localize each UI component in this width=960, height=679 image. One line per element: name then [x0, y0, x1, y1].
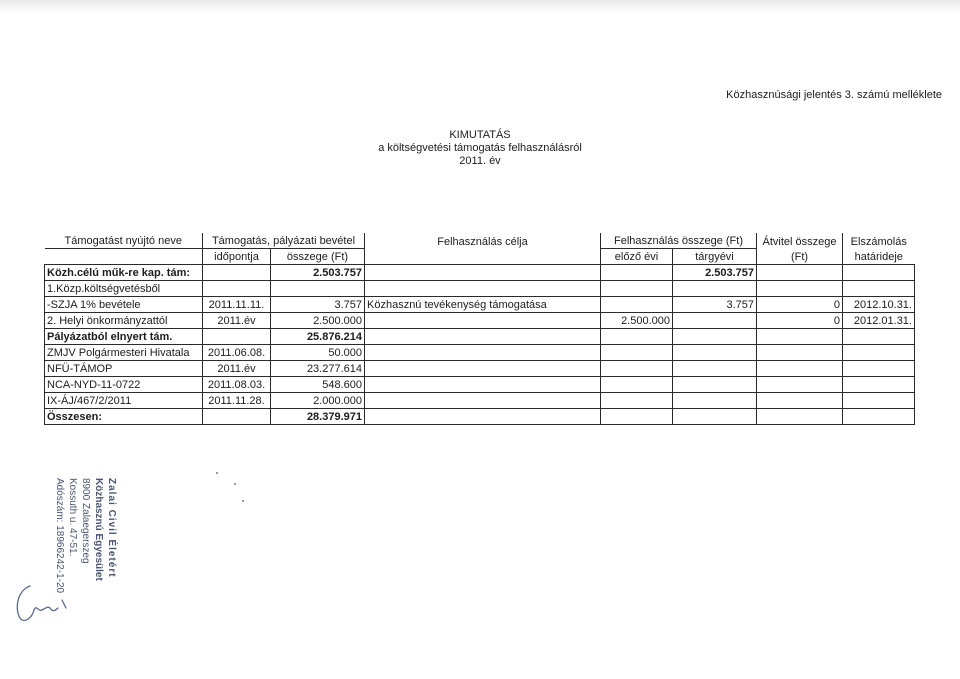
table-row [45, 345, 915, 361]
header-support: Támogatás, pályázati bevétel [203, 233, 365, 249]
usage-purpose [365, 409, 601, 425]
header-provider: Támogatást nyújtó neve [45, 233, 203, 249]
transfer-amount [757, 329, 843, 345]
usage-current [673, 329, 757, 345]
settlement-deadline [843, 409, 915, 425]
settlement-deadline: 2012.01.31. [843, 313, 915, 329]
settlement-deadline [843, 329, 915, 345]
usage-purpose [365, 329, 601, 345]
scan-speck [216, 472, 218, 474]
scan-speck [242, 500, 244, 502]
transfer-amount: 0 [757, 297, 843, 313]
stamp-line-5: Adószám: 18966242-1-20 [54, 478, 65, 594]
support-date: 2011.06.08. [203, 345, 271, 361]
usage-prev [601, 297, 673, 313]
stamp-line-4: Kossuth u. 47-51. [67, 478, 78, 557]
usage-prev [601, 345, 673, 361]
support-amount: 548.600 [271, 377, 365, 393]
header-transfer-unit: (Ft) [757, 249, 843, 265]
table-row [45, 409, 915, 425]
support-date [203, 329, 271, 345]
header-purpose-cont [365, 249, 601, 265]
support-amount: 2.000.000 [271, 393, 365, 409]
settlement-deadline: 2012.10.31. [843, 297, 915, 313]
usage-purpose [365, 361, 601, 377]
settlement-deadline [843, 345, 915, 361]
usage-current: 3.757 [673, 297, 757, 313]
support-date: 2011.év [203, 361, 271, 377]
document-title: KIMUTATÁS [449, 129, 511, 141]
support-amount: 23.277.614 [271, 361, 365, 377]
organization-stamp [38, 478, 118, 668]
usage-current [673, 281, 757, 297]
support-amount: 25.876.214 [271, 329, 365, 345]
usage-current: 2.503.757 [673, 265, 757, 281]
usage-prev [601, 265, 673, 281]
usage-purpose [365, 393, 601, 409]
table-row [45, 265, 915, 281]
header-row-1 [45, 233, 915, 249]
usage-prev [601, 409, 673, 425]
settlement-deadline [843, 265, 915, 281]
provider-name: Összesen: [45, 409, 203, 425]
provider-name: -SZJA 1% bevétele [45, 297, 203, 313]
provider-name: IX-ÁJ/467/2/2011 [45, 393, 203, 409]
signature-icon [8, 578, 68, 628]
usage-prev: 2.500.000 [601, 313, 673, 329]
transfer-amount [757, 345, 843, 361]
provider-name: 2. Helyi önkormányzattól [45, 313, 203, 329]
usage-current [673, 393, 757, 409]
support-date [203, 409, 271, 425]
header-current: tárgyévi [673, 249, 757, 265]
table-row [45, 329, 915, 345]
transfer-amount [757, 361, 843, 377]
transfer-amount [757, 393, 843, 409]
usage-purpose [365, 377, 601, 393]
header-row-2 [45, 249, 915, 265]
document-year: 2011. év [459, 155, 501, 167]
stamp-line-3: 8900 Zalaegerszeg [80, 478, 91, 564]
support-amount: 50.000 [271, 345, 365, 361]
provider-name: 1.Közp.költségvetésből [45, 281, 203, 297]
settlement-deadline [843, 377, 915, 393]
header-amount: összege (Ft) [271, 249, 365, 265]
transfer-amount [757, 281, 843, 297]
usage-purpose [365, 345, 601, 361]
support-date: 2011.08.03. [203, 377, 271, 393]
header-provider-cont [45, 249, 203, 265]
usage-prev [601, 361, 673, 377]
usage-prev [601, 329, 673, 345]
support-amount: 3.757 [271, 297, 365, 313]
usage-purpose [365, 313, 601, 329]
usage-prev [601, 281, 673, 297]
provider-name: NFÜ-TÁMOP [45, 361, 203, 377]
support-date [203, 281, 271, 297]
transfer-amount [757, 265, 843, 281]
usage-purpose [365, 281, 601, 297]
document-heading [0, 129, 960, 168]
support-date [203, 265, 271, 281]
header-date: időpontja [203, 249, 271, 265]
header-purpose: Felhasználás célja [365, 233, 601, 249]
table-row [45, 313, 915, 329]
document-subtitle: a költségvetési támogatás felhasználásról [378, 142, 582, 154]
usage-current [673, 377, 757, 393]
support-table [44, 233, 915, 425]
table-row [45, 393, 915, 409]
table-row [45, 297, 915, 313]
usage-prev [601, 393, 673, 409]
usage-current [673, 361, 757, 377]
transfer-amount [757, 377, 843, 393]
transfer-amount: 0 [757, 313, 843, 329]
stamp-line-2: Közhasznú Egyesület [93, 478, 104, 581]
header-deadline: Elszámolás [843, 233, 915, 249]
usage-prev [601, 377, 673, 393]
provider-name: Pályázatból elnyert tám. [45, 329, 203, 345]
support-date: 2011.év [203, 313, 271, 329]
header-transfer: Átvitel összege [757, 233, 843, 249]
support-amount: 2.503.757 [271, 265, 365, 281]
usage-current [673, 409, 757, 425]
header-prev: előző évi [601, 249, 673, 265]
provider-name: Közh.célú műk-re kap. tám: [45, 265, 203, 281]
usage-purpose [365, 265, 601, 281]
table-row [45, 377, 915, 393]
support-amount: 28.379.971 [271, 409, 365, 425]
support-amount: 2.500.000 [271, 313, 365, 329]
scan-speck [234, 483, 236, 485]
settlement-deadline [843, 361, 915, 377]
scan-edge [0, 0, 960, 14]
table-row [45, 361, 915, 377]
usage-current [673, 345, 757, 361]
usage-current [673, 313, 757, 329]
header-deadline-2: határideje [843, 249, 915, 265]
header-usage: Felhasználás összege (Ft) [601, 233, 757, 249]
annex-label: Közhasznúsági jelentés 3. számú melléklete [726, 89, 942, 101]
settlement-deadline [843, 281, 915, 297]
table-row [45, 281, 915, 297]
provider-name: NCA-NYD-11-0722 [45, 377, 203, 393]
stamp-line-1: Zalai Civil Életért [106, 478, 117, 578]
support-date: 2011.11.11. [203, 297, 271, 313]
transfer-amount [757, 409, 843, 425]
support-date: 2011.11.28. [203, 393, 271, 409]
provider-name: ZMJV Polgármesteri Hivatala [45, 345, 203, 361]
support-amount [271, 281, 365, 297]
settlement-deadline [843, 393, 915, 409]
usage-purpose: Közhasznú tevékenység támogatása [365, 297, 601, 313]
